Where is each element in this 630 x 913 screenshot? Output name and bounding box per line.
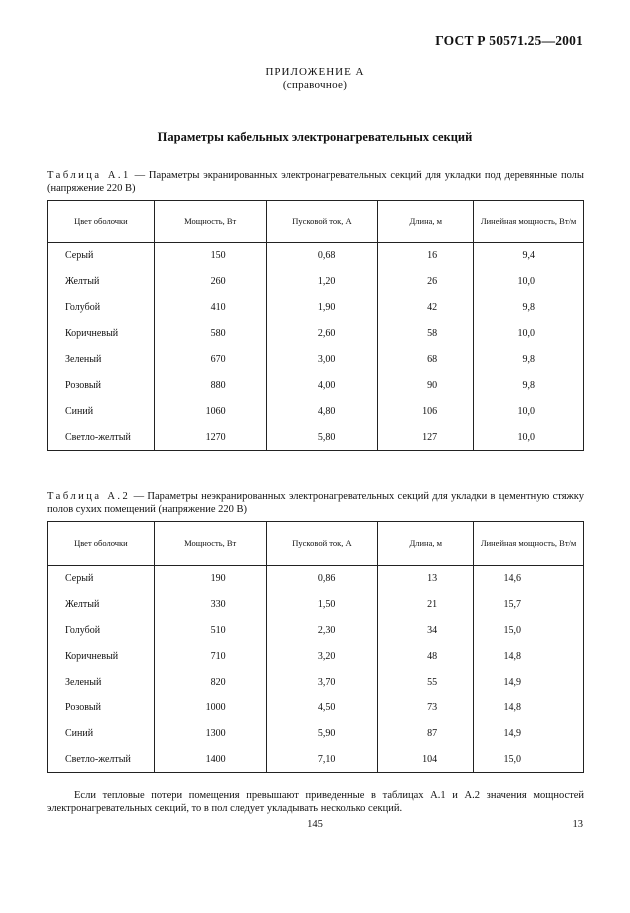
table-1 (47, 200, 584, 451)
cell-color: Желтый (48, 591, 155, 617)
cell-current: 3,00 (266, 347, 378, 373)
cell-current: 5,90 (266, 721, 378, 747)
table-row (48, 643, 584, 669)
cell-current: 1,50 (266, 591, 378, 617)
cell-length: 16 (378, 243, 474, 269)
cell-linear-power: 10,0 (474, 399, 584, 425)
cell-current: 5,80 (266, 425, 378, 451)
cell-length: 106 (378, 399, 474, 425)
table-row (48, 425, 584, 451)
table2-caption-text: — Параметры неэкранированных электронагревательных секций для укладки в цементную стяжку полов сухих помещений (напряжение 220 В) (47, 491, 584, 515)
cell-color: Серый (48, 566, 155, 592)
cell-linear-power: 10,0 (474, 269, 584, 295)
cell-power: 670 (154, 347, 266, 373)
cell-length: 58 (378, 321, 474, 347)
col-header-color: Цвет оболочки (48, 522, 155, 566)
cell-length: 87 (378, 721, 474, 747)
cell-power: 880 (154, 373, 266, 399)
cell-current: 0,86 (266, 566, 378, 592)
cell-linear-power: 9,4 (474, 243, 584, 269)
table-row (48, 399, 584, 425)
table2-header-row (48, 522, 584, 566)
cell-current: 0,68 (266, 243, 378, 269)
cell-color: Синий (48, 721, 155, 747)
cell-linear-power: 15,0 (474, 747, 584, 773)
cell-length: 42 (378, 295, 474, 321)
cell-color: Голубой (48, 617, 155, 643)
cell-current: 4,50 (266, 695, 378, 721)
cell-length: 127 (378, 425, 474, 451)
document-code: ГОСТ Р 50571.25—2001 (435, 33, 583, 48)
cell-current: 3,70 (266, 669, 378, 695)
cell-color: Коричневый (48, 321, 155, 347)
col-header-length: Длина, м (378, 522, 474, 566)
cell-linear-power: 15,0 (474, 617, 584, 643)
cell-power: 1060 (154, 399, 266, 425)
cell-power: 710 (154, 643, 266, 669)
table1-label: Таблица А.1 (47, 170, 131, 181)
cell-linear-power: 14,6 (474, 566, 584, 592)
table1-caption-text: — Параметры экранированных электронагревательных секций для укладки под деревянные полы (напряжение 220 В) (47, 170, 584, 194)
cell-color: Светло-желтый (48, 747, 155, 773)
body-paragraph: Если тепловые потери помещения превышают приведенные в таблицах А.1 и А.2 значения мощностей электронагревательных секций, то в пол следует укладывать несколько секций. (47, 790, 584, 814)
appendix-title: ПРИЛОЖЕНИЕ А (265, 66, 365, 78)
cell-linear-power: 9,8 (474, 347, 584, 373)
cell-current: 1,20 (266, 269, 378, 295)
cell-linear-power: 14,9 (474, 669, 584, 695)
cell-power: 410 (154, 295, 266, 321)
cell-current: 2,30 (266, 617, 378, 643)
table-row (48, 321, 584, 347)
cell-linear-power: 9,8 (474, 295, 584, 321)
col-header-linear-power: Линейная мощность, Вт/м (474, 201, 584, 243)
table-row (48, 373, 584, 399)
cell-color: Светло-желтый (48, 425, 155, 451)
col-header-length: Длина, м (378, 201, 474, 243)
cell-length: 21 (378, 591, 474, 617)
table-row (48, 669, 584, 695)
section-title: Параметры кабельных электронагревательных секций (157, 130, 473, 144)
cell-power: 260 (154, 269, 266, 295)
cell-power: 510 (154, 617, 266, 643)
cell-current: 4,80 (266, 399, 378, 425)
table-row (48, 243, 584, 269)
table-row (48, 269, 584, 295)
cell-length: 26 (378, 269, 474, 295)
table-row (48, 347, 584, 373)
cell-length: 104 (378, 747, 474, 773)
table2-label: Таблица А.2 (47, 491, 131, 502)
table-row (48, 721, 584, 747)
cell-linear-power: 9,8 (474, 373, 584, 399)
cell-linear-power: 15,7 (474, 591, 584, 617)
table-row (48, 295, 584, 321)
appendix-heading (0, 66, 630, 92)
cell-length: 34 (378, 617, 474, 643)
cell-power: 150 (154, 243, 266, 269)
cell-color: Розовый (48, 695, 155, 721)
cell-power: 1000 (154, 695, 266, 721)
cell-color: Розовый (48, 373, 155, 399)
table-row (48, 747, 584, 773)
cell-linear-power: 14,9 (474, 721, 584, 747)
cell-linear-power: 14,8 (474, 695, 584, 721)
table1-caption (47, 170, 584, 195)
cell-color: Зеленый (48, 347, 155, 373)
cell-length: 13 (378, 566, 474, 592)
cell-current: 1,90 (266, 295, 378, 321)
cell-length: 68 (378, 347, 474, 373)
cell-power: 580 (154, 321, 266, 347)
cell-power: 1400 (154, 747, 266, 773)
cell-power: 1270 (154, 425, 266, 451)
page-number-center: 145 (307, 819, 323, 830)
col-header-current: Пусковой ток, А (266, 201, 378, 243)
cell-linear-power: 10,0 (474, 425, 584, 451)
cell-length: 90 (378, 373, 474, 399)
table-row (48, 591, 584, 617)
table-2 (47, 521, 584, 773)
cell-current: 2,60 (266, 321, 378, 347)
cell-color: Серый (48, 243, 155, 269)
page-number-right: 13 (572, 819, 583, 830)
cell-power: 330 (154, 591, 266, 617)
cell-linear-power: 10,0 (474, 321, 584, 347)
cell-color: Желтый (48, 269, 155, 295)
cell-power: 190 (154, 566, 266, 592)
cell-color: Коричневый (48, 643, 155, 669)
col-header-power: Мощность, Вт (154, 201, 266, 243)
cell-linear-power: 14,8 (474, 643, 584, 669)
col-header-color: Цвет оболочки (48, 201, 155, 243)
cell-current: 3,20 (266, 643, 378, 669)
cell-length: 48 (378, 643, 474, 669)
col-header-linear-power: Линейная мощность, Вт/м (474, 522, 584, 566)
cell-power: 1300 (154, 721, 266, 747)
cell-current: 7,10 (266, 747, 378, 773)
col-header-power: Мощность, Вт (154, 522, 266, 566)
cell-color: Синий (48, 399, 155, 425)
table1-header-row (48, 201, 584, 243)
cell-power: 820 (154, 669, 266, 695)
cell-color: Голубой (48, 295, 155, 321)
table-row (48, 617, 584, 643)
table-row (48, 566, 584, 592)
table2-caption (47, 491, 584, 516)
cell-current: 4,00 (266, 373, 378, 399)
cell-color: Зеленый (48, 669, 155, 695)
cell-length: 73 (378, 695, 474, 721)
appendix-subtitle: (справочное) (282, 79, 348, 91)
col-header-current: Пусковой ток, А (266, 522, 378, 566)
table-row (48, 695, 584, 721)
cell-length: 55 (378, 669, 474, 695)
